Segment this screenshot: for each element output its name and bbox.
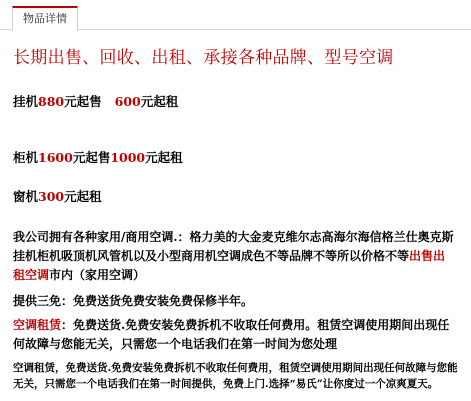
description-line-3-text: 市内（家用空调） — [49, 268, 146, 282]
wall-unit-rent-suffix: 元起租 — [140, 94, 179, 109]
price-line-cabinet-unit — [13, 148, 183, 166]
cabinet-unit-rent-price: 1000 — [110, 150, 146, 165]
cabinet-unit-rent-suffix: 元起租 — [145, 150, 183, 165]
rental-summary-line-2: 无关，只需您一个电话我们在第一时间提供，免费上门.选择“易氏”让你度过一个凉爽夏天。 — [13, 378, 439, 390]
wall-unit-label: 挂机 — [13, 94, 39, 109]
free-services: 提供三免：免费送货免费安装免费保修半年。 — [13, 294, 254, 308]
wall-unit-sale-suffix: 元起售 — [64, 94, 102, 109]
rental-summary — [13, 360, 465, 392]
cabinet-unit-sale-suffix: 元起售 — [72, 150, 111, 165]
cabinet-unit-label: 柜机 — [13, 150, 39, 165]
price-line-wall-unit — [13, 92, 178, 110]
description-highlight-1: 出售出 — [409, 249, 446, 263]
rental-label: 空调租赁 — [13, 318, 62, 332]
window-unit-rent-price: 300 — [38, 189, 65, 204]
tab-bar — [0, 0, 471, 30]
description-line-1: 我公司拥有各种家用/商用空调.：格力美的大金麦克维尔志高海尔海信格兰仕奥克斯 — [13, 230, 454, 244]
rental-terms — [13, 316, 465, 354]
rental-line-1-text: ：免费送货.免费安装免费拆机不收取任何费用。租赁空调使用期间出现任 — [61, 318, 450, 332]
description-line-2-text: 挂机柜机吸顶机风管机以及小型商用机空调成色不等品牌不等所以价格不等 — [13, 249, 410, 263]
rental-line-1 — [13, 316, 465, 335]
description — [13, 228, 465, 285]
tab-item-details[interactable]: 物品详情 — [12, 6, 78, 31]
rental-summary-line-1: 空调租赁，免费送货.免费安装免费拆机不收取任何费用，租赁空调使用期间出现任何故障与您能 — [13, 362, 458, 374]
headline: 长期出售、回收、出租、承接各种品牌、型号空调 — [13, 48, 394, 68]
rental-line-2: 何故障与您能无关，只需您一个电话我们在第一时间为您处理 — [13, 337, 338, 351]
window-unit-label: 窗机 — [13, 189, 39, 204]
price-line-window-unit — [13, 187, 102, 205]
wall-unit-sale-price: 880 — [38, 94, 65, 109]
window-unit-rent-suffix: 元起租 — [64, 189, 102, 204]
description-line-2 — [13, 247, 465, 266]
cabinet-unit-sale-price: 1600 — [38, 150, 73, 165]
wall-unit-rent-price: 600 — [114, 94, 141, 109]
description-highlight-2: 租空调 — [13, 268, 50, 282]
description-line-3 — [13, 266, 465, 285]
